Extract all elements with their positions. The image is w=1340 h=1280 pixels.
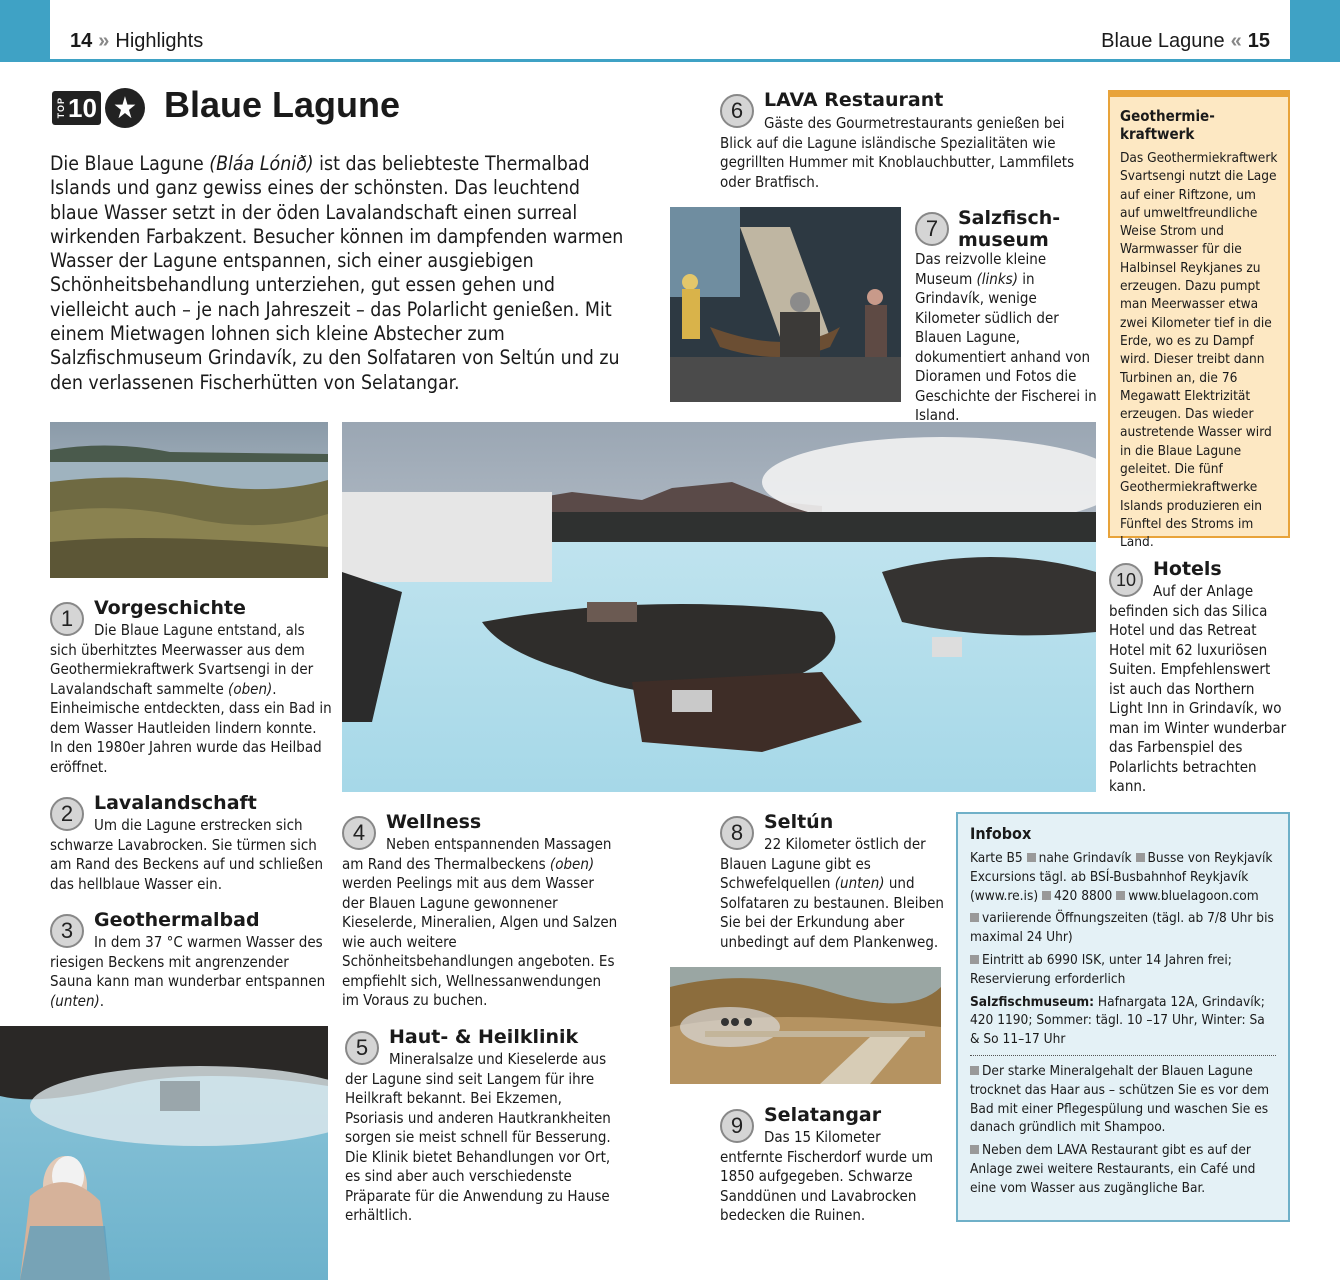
section-text-4-ref: (oben)	[549, 854, 595, 873]
section-title-4: Wellness	[386, 811, 482, 833]
section-title-5: Haut- & Heilklinik	[389, 1026, 579, 1048]
intro-text-start: Die Blaue Lagune	[50, 152, 210, 175]
infobox-title: Infobox	[970, 824, 1032, 843]
header-right	[1101, 30, 1270, 53]
section-text-3-b: .	[99, 991, 105, 1010]
infobox-tip-1	[970, 1062, 1276, 1137]
star-icon: ★	[105, 88, 145, 128]
photo-lava-coast	[50, 422, 328, 578]
section-number-4: 4	[342, 816, 376, 850]
infobox-line-3	[970, 951, 1276, 989]
website: www.bluelagoon.com	[1128, 887, 1259, 904]
section-text-10: Auf der Anlage befinden sich das Silica Hotel und das Retreat Hotel mit 62 luxuriösen Suiten. Empfehlenswert ist auch das Northern Light Inn in Grindavík, wo man im Winter wunderbar das Farbenspiel des Polarlichts betrachten kann.	[1109, 582, 1287, 795]
bullet-square-icon	[1136, 853, 1145, 862]
page-number-left: 14	[70, 30, 93, 52]
section-title-8: Seltún	[764, 811, 834, 833]
chevron-right-icon: »	[98, 30, 110, 52]
section-number-10: 10	[1109, 563, 1143, 597]
section-title-3: Geothermalbad	[94, 909, 260, 931]
sidebar-geothermal-plant	[1108, 90, 1290, 551]
section-text-4-a: Neben entspannenden Massagen am Rand des Thermalbeckens	[342, 835, 612, 873]
phone-number: 420 8800	[1054, 887, 1113, 904]
section-number-9: 9	[720, 1109, 754, 1143]
section-text-2: Um die Lagune erstrecken sich schwarze Lavabrocken. Sie türmen sich am Rand des Beckens auf und schließen das hellblaue Wasser ein.	[50, 816, 324, 893]
infobox-line-4	[970, 993, 1276, 1049]
section-text-1	[50, 621, 332, 777]
section-text-9: Das 15 Kilometer entfernte Fischerdorf wurde um 1850 aufgegeben. Schwarze Sanddünen und Lavabrocken bedecken die Ruinen.	[720, 1128, 934, 1224]
section-title-10: Hotels	[1153, 558, 1222, 580]
section-text-6: Gäste des Gourmetrestaurants genießen bei Blick auf die Lagune isländische Spezialitäten wie gegrillten Hummer mit Knoblauchbutter, Lammfilets oder Bratfisch.	[720, 114, 1075, 191]
section-number-3: 3	[50, 914, 84, 948]
top10-logo	[52, 91, 101, 125]
bullet-square-icon	[970, 913, 979, 922]
intro-paragraph	[50, 152, 630, 395]
section-text-1-a: Die Blaue Lagune entstand, als sich überhitztes Meerwasser aus dem Geothermiekraftwerk Svartsengi in der Lavalandschaft sammelte	[50, 621, 314, 698]
section-text-1-b: . Einheimische entdeckten, dass ein Bad in dem Wasser Hautleiden lindern konnte. In den 1980er Jahren wurde das Heilbad eröffnet.	[50, 679, 332, 776]
tip-restaurants: Neben dem LAVA Restaurant gibt es auf der Anlage zwei weitere Restaurants, ein Café und eine vom Wasser aus zugängliche Bar.	[970, 1142, 1256, 1196]
section-text-3	[50, 933, 332, 1011]
header-section-label: Highlights	[115, 30, 204, 52]
section-title-1: Vorgeschichte	[94, 597, 246, 619]
chevron-left-icon: «	[1230, 30, 1242, 52]
photo-seltun-boardwalk	[670, 967, 941, 1084]
section-text-4-b: werden Peelings mit aus dem Wasser der Blauen Lagune gewonnener Kieselerde, Mineralien, Algen und Salzen wie auch weitere Schönheitsbehandlungen angeboten. Es empfiehlt sich, Wellnessanwendungen im Voraus zu buchen.	[342, 874, 618, 1009]
section-text-4	[342, 835, 620, 1011]
page-header	[0, 0, 1340, 62]
map-reference: Karte B5	[970, 850, 1023, 866]
admission: Eintritt ab 6990 ISK, unter 14 Jahren frei; Reservierung erforderlich	[970, 951, 1232, 987]
infobox-line-2	[970, 909, 1276, 947]
section-text-8-a: 22 Kilometer östlich der Blauen Lagune gibt es Schwefelquellen	[720, 835, 926, 892]
sidebar-text: Das Geothermiekraftwerk Svartsengi nutzt die Lage auf einer Riftzone, um auf umweltfreundliche Weise Strom und Warmwasser für die Halbinsel Reykjanes zu erzeugen. Dazu pumpt man Meerwasser etwa zwei Kilometer tief in die Erde, wo es zu Dampf wird. Dieser treibt dann Turbinen an, die 76 Megawatt Elektrizität erzeugen. Das wieder austretende Wasser wird in die Blaue Lagune geleitet. Die fünf Geothermiekraftwerke Islands produzieren ein Fünftel des Stroms im Land.	[1120, 150, 1278, 551]
section-title-6: LAVA Restaurant	[764, 89, 944, 111]
section-text-8-b: und Solfataren zu bestaunen. Bleiben Sie bei der Erkundung aber unbedingt auf dem Plankenweg.	[720, 874, 944, 951]
bullet-square-icon	[970, 1066, 979, 1075]
section-title-7: Salzfisch-museum	[958, 207, 1061, 251]
section-text-7-a: Das reizvolle kleine Museum	[915, 250, 1047, 288]
sidebar-title: Geothermie-kraftwerk	[1120, 107, 1215, 143]
top10-badge	[52, 88, 145, 128]
tip-hair: Der starke Mineralgehalt der Blauen Lagune trocknet das Haar aus – schützen Sie es vor dem Bad mit einer Pflegespülung und waschen Sie es danach gründlich mit Shampoo.	[970, 1062, 1270, 1136]
bus-info: Busse von Reykjavík Excursions tägl. ab BSÍ-Busbahnhof Reykjavík (www.re.is)	[970, 850, 1273, 904]
section-number-8: 8	[720, 816, 754, 850]
page-number-right: 15	[1247, 30, 1270, 52]
intro-text-rest: ist das beliebteste Thermalbad Islands und ganz gewiss eines der schönsten. Das leuchtend blaue Wasser setzt in der öden Lavalandschaft einen surreal wirkenden Farbakzent. Besucher können im dampfenden warmen Wasser der Lagune entspannen, sich einer ausgiebigen Schönheitsbehandlung unterziehen, gut essen gehen und vielleicht auch – je nach Jahreszeit – das Polarlicht genießen. Mit einem Mietwagen lohnen sich kleine Abstecher zum Salzfischmuseum Grindavík, zu den Solfataren von Seltún und zu den verlassenen Fischerhütten von Selatangar.	[50, 152, 624, 394]
page-title: Blaue Lagune	[164, 84, 401, 125]
section-number-5: 5	[345, 1031, 379, 1065]
bullet-square-icon	[970, 1145, 979, 1154]
section-number-2: 2	[50, 797, 84, 831]
bullet-square-icon	[1042, 891, 1051, 900]
section-text-3-ref: (unten)	[50, 991, 100, 1010]
section-text-7-b: in Grindavík, wenige Kilometer südlich der Blauen Lagune, dokumentiert anhand von Dioramen und Fotos die Geschichte der Fischerei in Island.	[915, 269, 1097, 424]
section-text-8	[720, 835, 945, 952]
infobox-tip-2	[970, 1141, 1276, 1197]
section-text-8-ref: (unten)	[834, 874, 885, 892]
infobox-divider	[970, 1055, 1276, 1056]
opening-hours: variierende Öffnungszeiten (tägl. ab 7/8 Uhr bis maximal 24 Uhr)	[970, 910, 1274, 946]
location: nahe Grindavík	[1038, 850, 1132, 866]
section-text-3-a: In dem 37 °C warmen Wasser des riesigen Beckens mit angrenzender Sauna kann man wunderbar entspannen	[50, 933, 326, 990]
bullet-square-icon	[970, 955, 979, 964]
section-text-5: Mineralsalze und Kieselerde aus der Lagune sind seit Langem für ihre Heilkraft bekannt. Bei Ekzemen, Psoriasis und anderen Hautkrankheiten sorgen sie meist schnell für Besserung. Die Klinik bietet Behandlungen vor Ort, es sind aber auch verschiedenste Präparate für die Anwendung zu Hause erhältlich.	[345, 1050, 611, 1224]
header-edge-right	[1290, 0, 1340, 59]
photo-salt-fish-museum	[670, 207, 901, 402]
section-text-7-ref: (links)	[976, 269, 1018, 288]
museum-label: Salzfischmuseum:	[970, 993, 1095, 1010]
section-number-1: 1	[50, 602, 84, 636]
section-title-2: Lavalandschaft	[94, 792, 257, 814]
section-text-1-ref: (oben)	[228, 679, 273, 698]
bullet-square-icon	[1116, 891, 1125, 900]
bullet-square-icon	[1027, 853, 1036, 862]
infobox-line-1	[970, 849, 1276, 905]
section-title-9: Selatangar	[764, 1104, 882, 1126]
photo-blue-lagoon-aerial	[342, 422, 1096, 792]
top-label: TOP	[56, 97, 66, 119]
section-number-6: 6	[720, 94, 754, 128]
photo-bather-lagoon	[0, 1026, 328, 1280]
section-text-7	[915, 250, 1101, 426]
intro-icelandic-name: (Bláa Lónið)	[209, 152, 314, 175]
museum-details: Hafnargata 12A, Grindavík; 420 1190; Sommer: tägl. 10 –17 Uhr, Winter: Sa & So 11–17 Uhr	[970, 993, 1265, 1048]
header-left	[70, 30, 203, 53]
infobox	[956, 812, 1290, 1222]
ten-label: 10	[68, 93, 97, 123]
header-title-label: Blaue Lagune	[1101, 30, 1225, 52]
header-edge-left	[0, 0, 50, 59]
section-number-7: 7	[915, 212, 949, 246]
